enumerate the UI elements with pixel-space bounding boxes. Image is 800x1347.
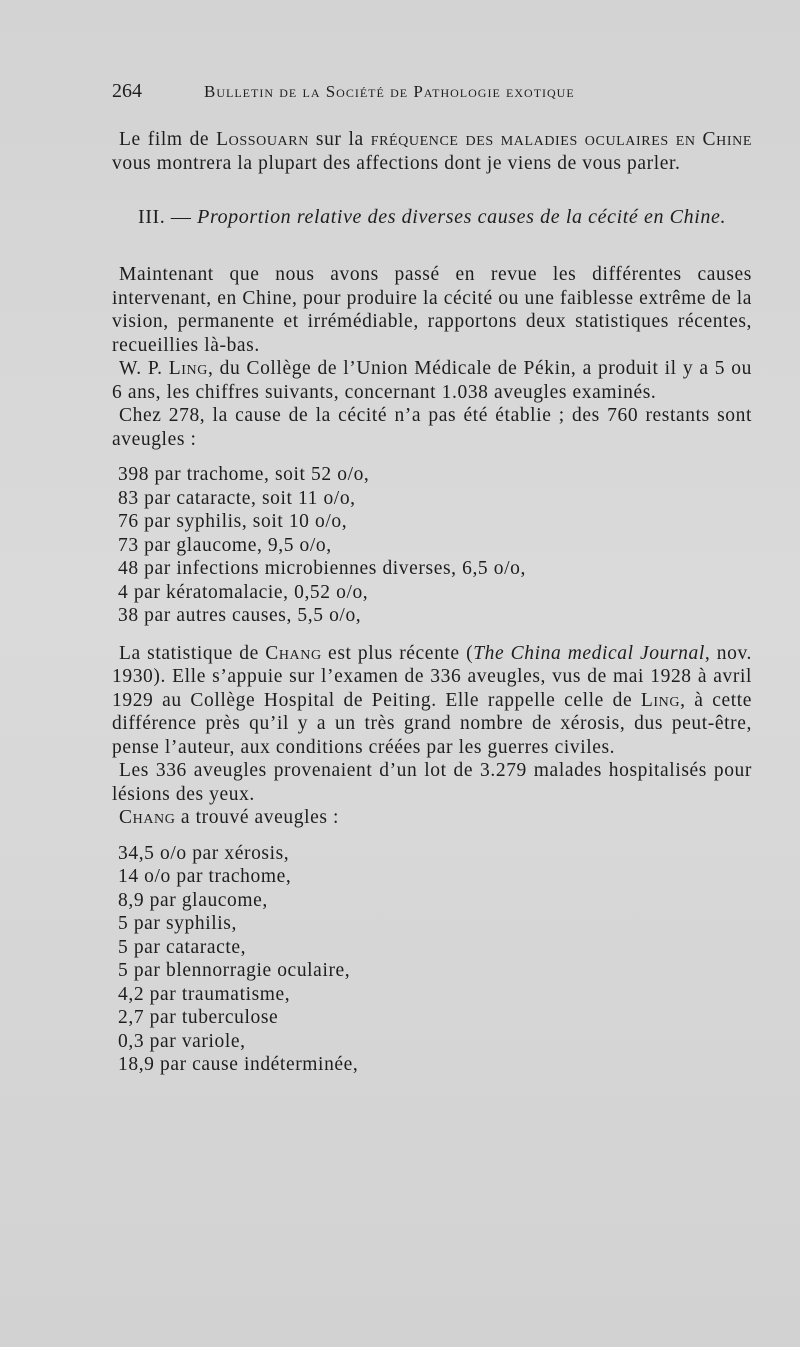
page-number: 264 <box>112 80 142 102</box>
author-name: Chang <box>265 642 322 664</box>
statistics-list-ling <box>118 463 752 628</box>
list-item: 18,9 par cause indéterminée, <box>118 1054 359 1075</box>
list-item: 2,7 par tuberculose <box>118 1007 279 1028</box>
journal-title: The China medical Journal, <box>473 642 711 664</box>
list-item: 14 o/o par trachome, <box>118 866 292 887</box>
list-item: 5 par cataracte, <box>118 936 247 958</box>
page-header <box>112 80 672 110</box>
author-name: Ling <box>640 689 681 711</box>
author-name: Lossouarn <box>216 129 309 150</box>
paragraph: Chez 278, la cause de la cécité n’a pas été établie ; des 760 restants sont aveugles : <box>112 405 752 450</box>
author-name: Chang <box>119 807 176 828</box>
paragraph: Maintenant que nous avons passé en revue les différentes causes intervenant, en Chine, pour produire la cécité ou une faiblesse extrême de la vision, permanente et irrémédiable, rapportons deux statistiques récentes, recueillies là-bas. <box>112 264 752 356</box>
list-item: 83 par cataracte, soit 11 o/o, <box>118 487 356 509</box>
list-item: 48 par infections microbiennes diverses, 6,5 o/o, <box>118 558 526 579</box>
list-item: 73 par glaucome, 9,5 o/o, <box>118 534 332 556</box>
list-item: 76 par syphilis, soit 10 o/o, <box>118 511 348 532</box>
list-item: 38 par autres causes, 5,5 o/o, <box>118 605 362 626</box>
paragraph: Chang a trouvé aveugles : <box>119 807 340 828</box>
intro-paragraph: Le film de Lossouarn sur la fréquence des maladies oculaires en Chine vous montrera la plupart des affections dont je viens de vous parler. <box>112 129 752 174</box>
list-item: 5 par syphilis, <box>118 913 237 934</box>
list-item: 4,2 par traumatisme, <box>118 983 291 1005</box>
running-title: Bulletin de la Société de Pathologie exotique <box>204 82 575 101</box>
paragraph: W. P. Ling, du Collège de l’Union Médicale de Pékin, a produit il y a 5 ou 6 ans, les chiffres suivants, concernant 1.038 aveugles examinés. <box>112 358 752 403</box>
list-item: 0,3 par variole, <box>118 1030 246 1052</box>
section-number: III. — <box>137 206 198 228</box>
section-heading <box>112 205 752 229</box>
paragraph: La statistique de Chang est plus récente (The China medical Journal, nov. 1930). Elle s’appuie sur l’examen de 336 aveugles, vus de mai 1928 à avril 1929 au Collège Hospital de Peiting. Elle rappelle celle de Ling, à cette différence près qu’il y a un très grand nombre de xérosis, dus peut-être, pense l’auteur, aux conditions créées par les guerres civiles. <box>112 642 753 758</box>
author-name: Ling <box>168 358 208 379</box>
paragraph: Les 336 aveugles provenaient d’un lot de 3.279 malades hospitalisés pour lésions des yeux. <box>112 760 752 805</box>
list-item: 4 par kératomalacie, 0,52 o/o, <box>118 581 369 603</box>
section-title: Proportion relative des diverses causes de la cécité en Chine. <box>197 206 727 228</box>
list-item: 34,5 o/o par xérosis, <box>118 842 290 864</box>
list-item: 398 par trachome, soit 52 o/o, <box>118 464 370 485</box>
list-item: 8,9 par glaucome, <box>118 889 268 911</box>
body-text <box>112 128 752 1091</box>
statistics-list-chang <box>118 842 752 1077</box>
film-topic: fréquence des maladies oculaires en Chine <box>370 129 752 150</box>
list-item: 5 par blennorragie oculaire, <box>118 960 351 981</box>
